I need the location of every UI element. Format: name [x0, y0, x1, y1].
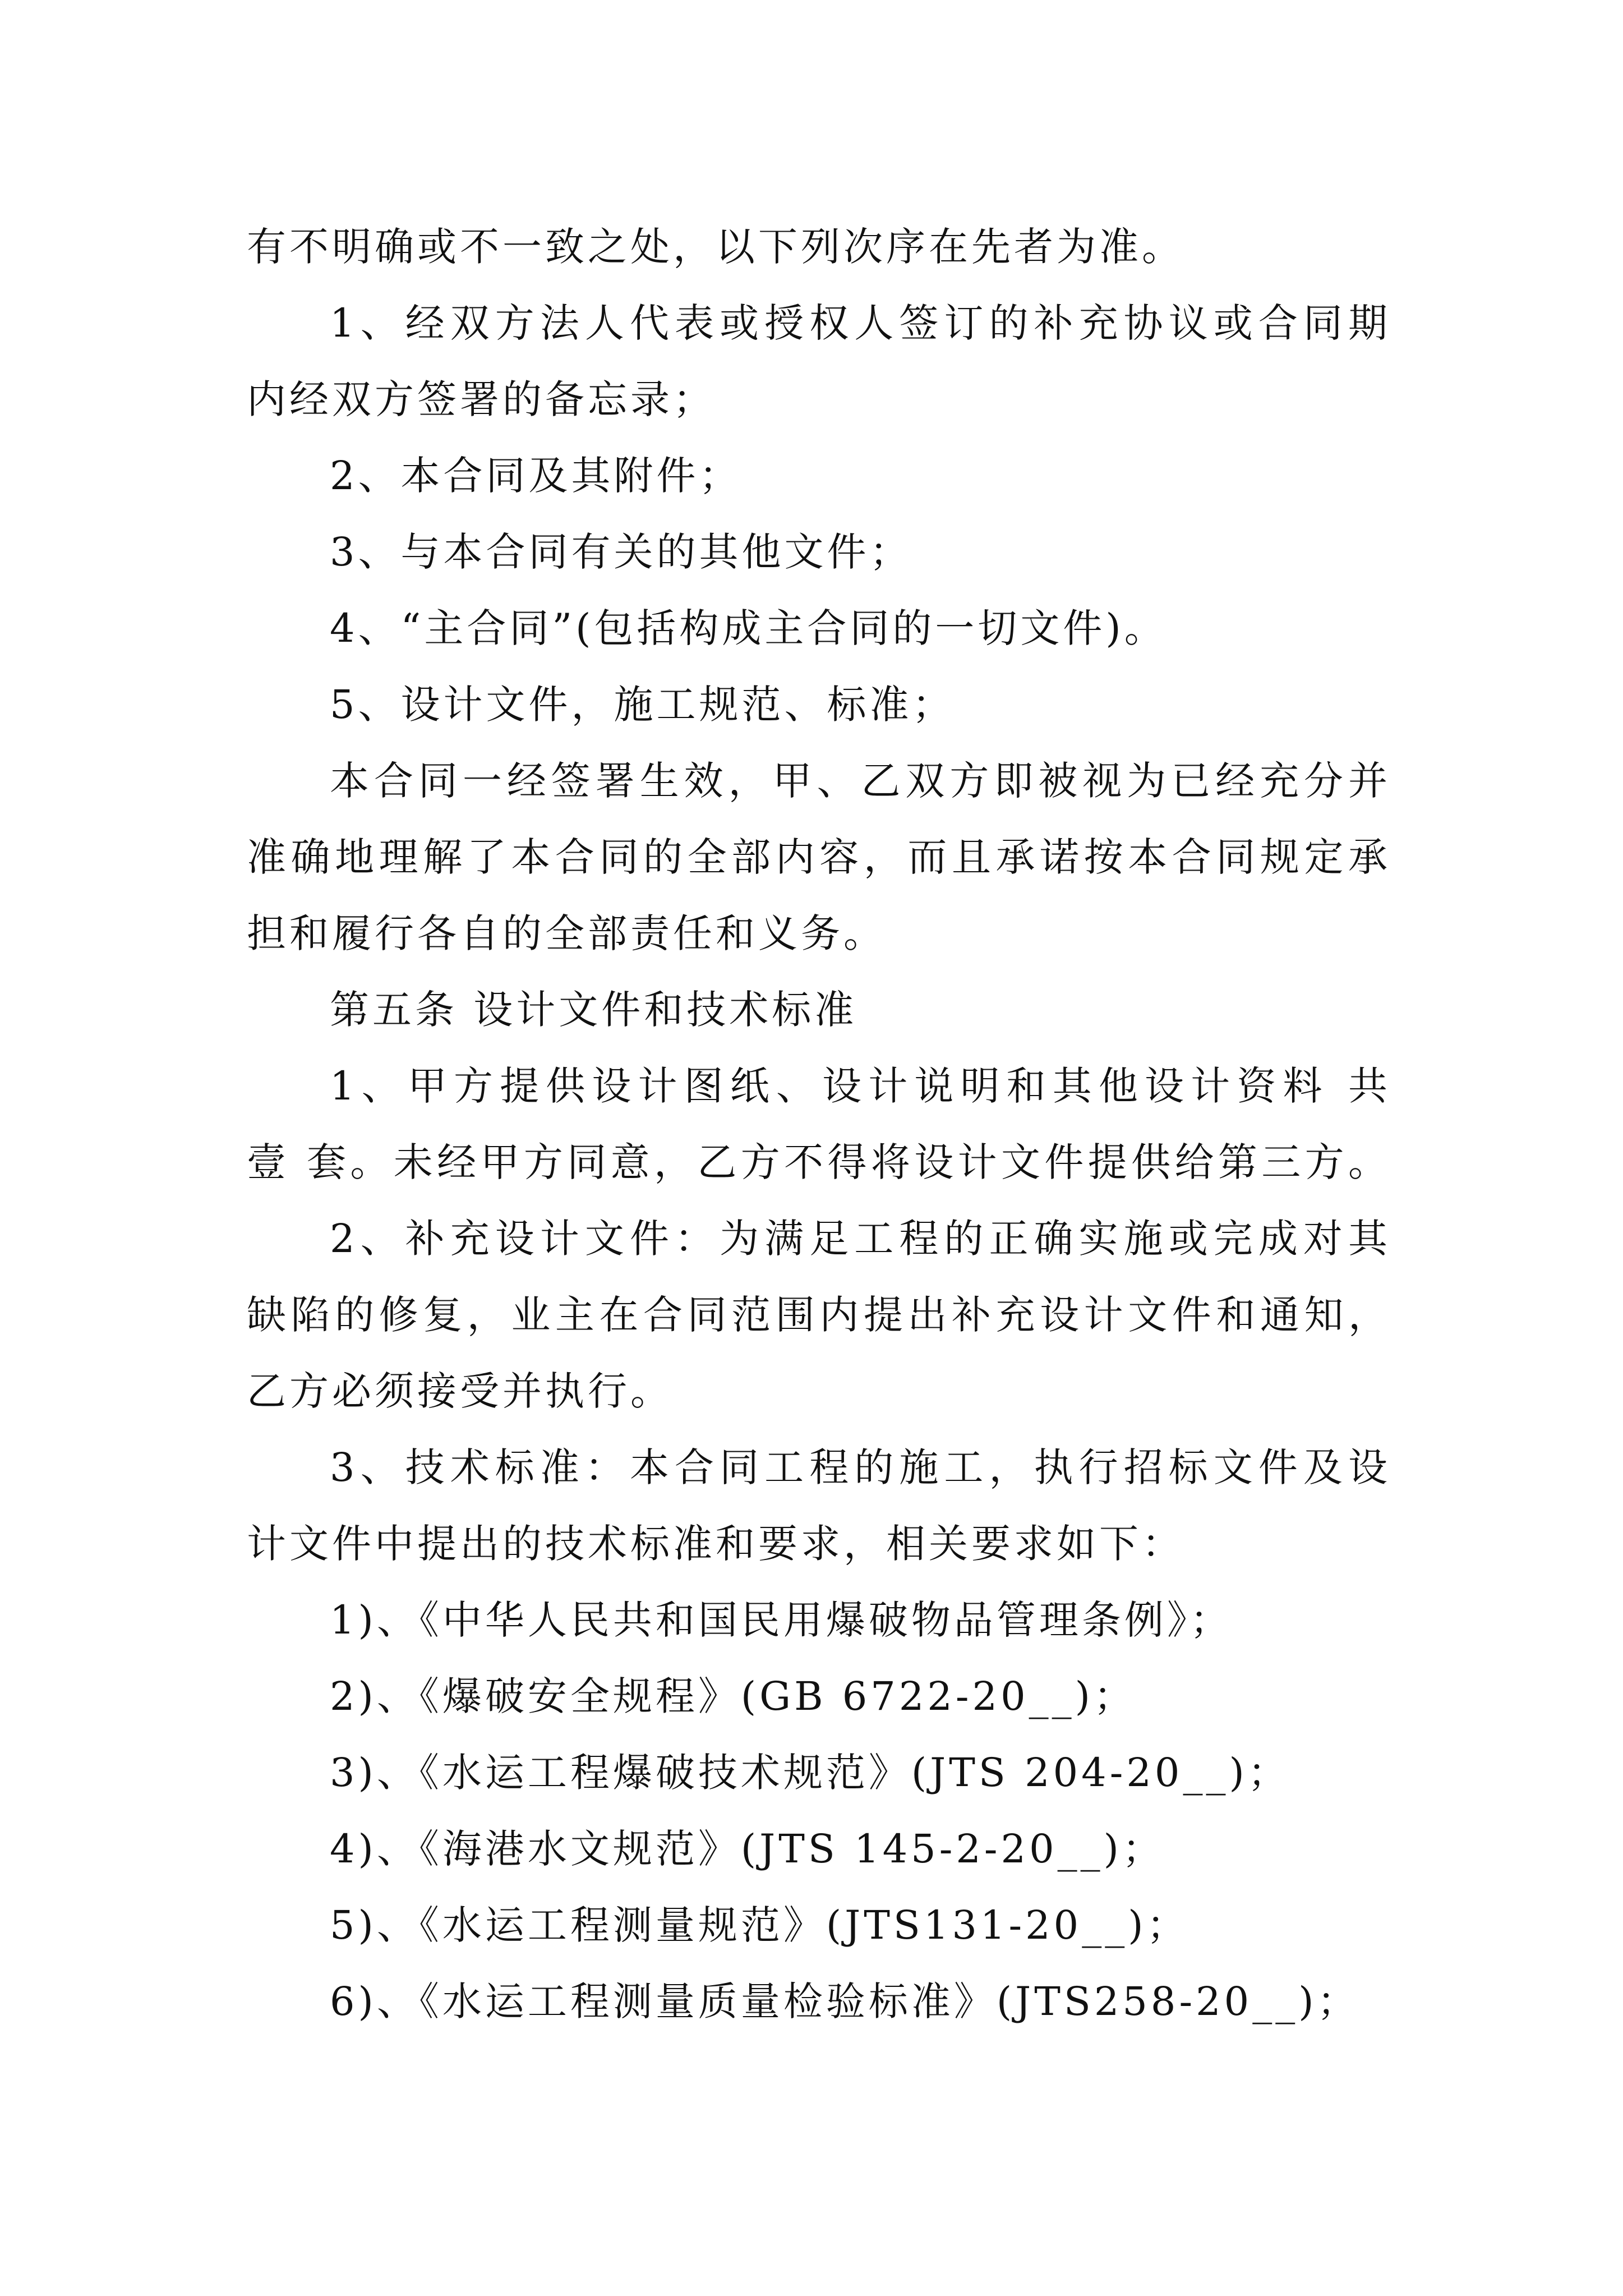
text-line: 内经双方签署的备忘录； [247, 376, 716, 422]
text-line: 准确地理解了本合同的全部内容，而且承诺按本合同规定承 [247, 834, 1391, 880]
list-item: 5)、《水运工程测量规范》(JTS131-20__)； [330, 1902, 1189, 1948]
text-line: 担和履行各自的全部责任和义务。 [247, 910, 886, 956]
text-line: 1、甲方提供设计图纸、设计说明和其他设计资料 共 [330, 1063, 1391, 1109]
text-line: 1、经双方法人代表或授权人签订的补充协议或合同期 [330, 300, 1391, 346]
list-item: 1)、《中华人民共和国民用爆破物品管理条例》； [330, 1597, 1233, 1643]
text-line: 2、补充设计文件：为满足工程的正确实施或完成对其 [330, 1216, 1391, 1262]
list-item: 6)、《水运工程测量质量检验标准》(JTS258-20__)； [330, 1978, 1360, 2024]
list-item: 4)、《海港水文规范》(JTS 145-2-20__)； [330, 1826, 1165, 1872]
text-line: 缺陷的修复，业主在合同范围内提出补充设计文件和通知， [247, 1292, 1391, 1338]
text-line: 3、与本合同有关的其他文件； [330, 529, 912, 575]
text-line: 本合同一经签署生效，甲、乙双方即被视为已经充分并 [330, 758, 1391, 804]
text-line: 计文件中提出的技术标准和要求，相关要求如下： [247, 1521, 1184, 1567]
text-line: 3、技术标准：本合同工程的施工，执行招标文件及设 [330, 1444, 1391, 1490]
text-line: 有不明确或不一致之处，以下列次序在先者为准。 [247, 224, 1184, 270]
text-line: 5、设计文件，施工规范、标准； [330, 682, 955, 728]
text-line: 壹 套。未经甲方同意，乙方不得将设计文件提供给第三方。 [247, 1139, 1391, 1185]
text-line: 4、“主合同”(包括构成主合同的一切文件)。 [330, 605, 1167, 651]
text-line: 乙方必须接受并执行。 [247, 1368, 673, 1414]
list-item: 2)、《爆破安全规程》(GB 6722-20__)； [330, 1673, 1136, 1719]
list-item: 3)、《水运工程爆破技术规范》(JTS 204-20__)； [330, 1750, 1290, 1796]
section-heading: 第五条 设计文件和技术标准 [330, 987, 857, 1033]
text-line: 2、本合同及其附件； [330, 453, 742, 499]
document-body [247, 209, 1391, 2040]
